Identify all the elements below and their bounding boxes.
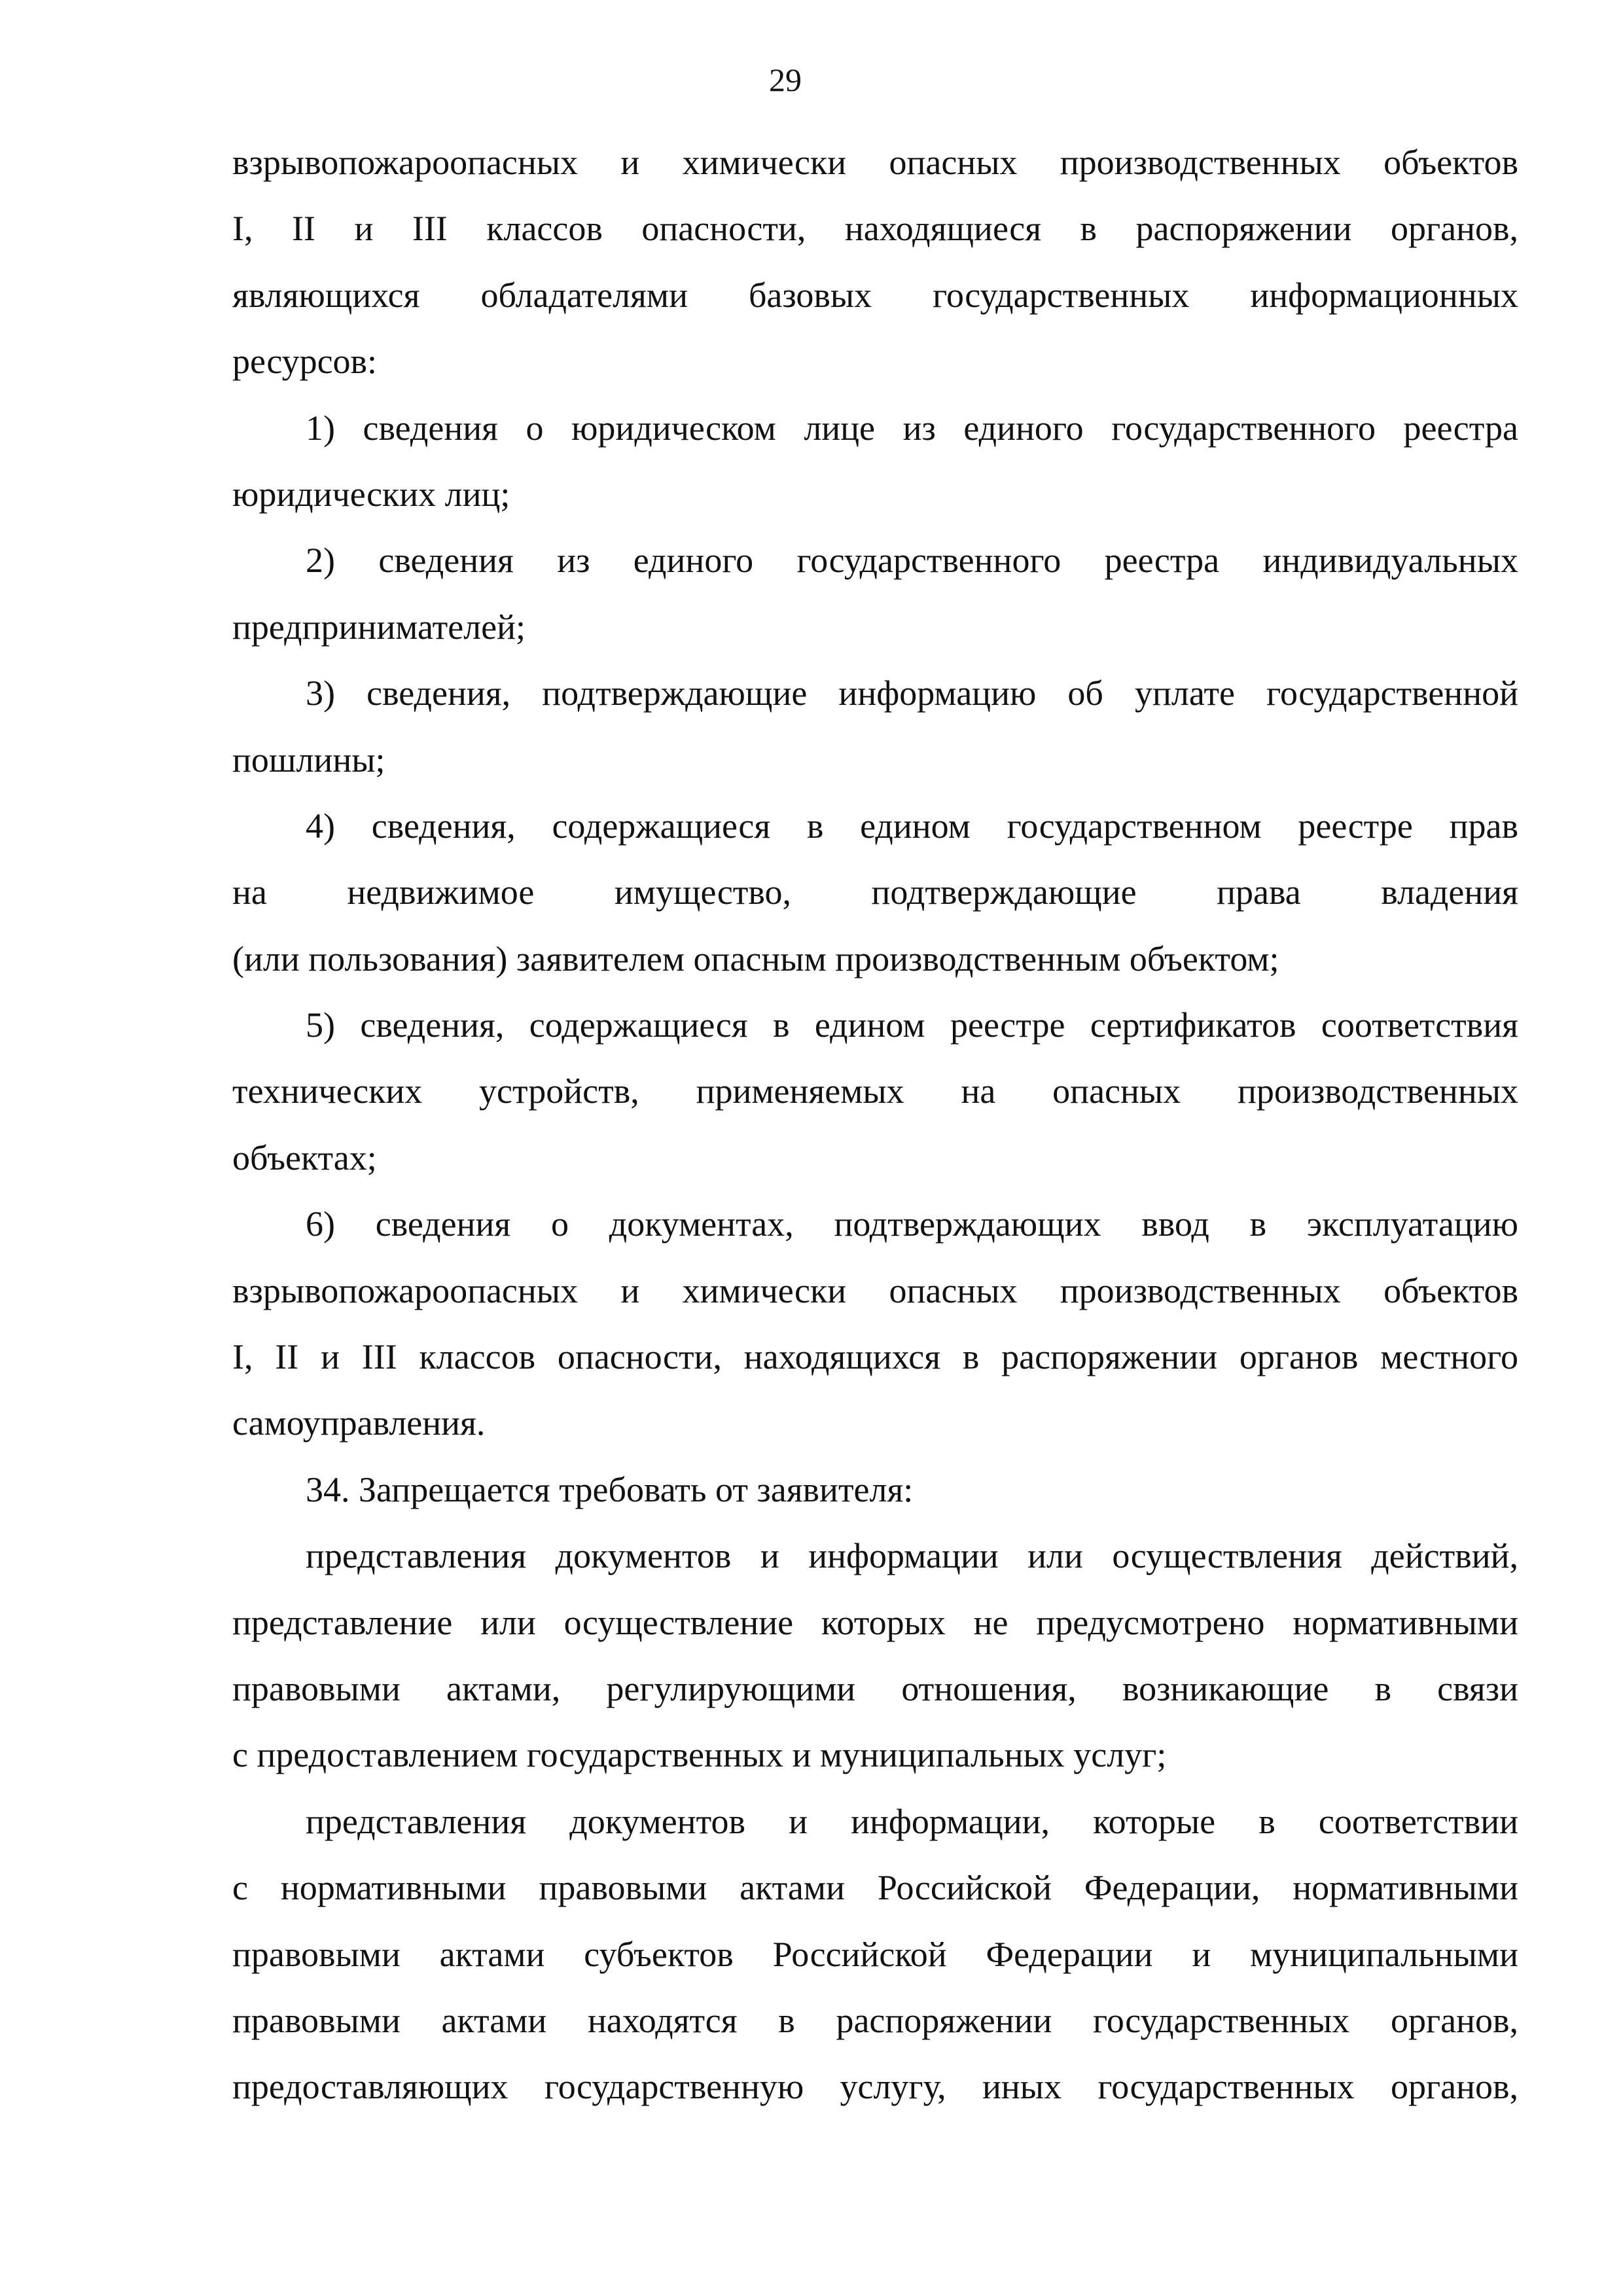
text-line: 34. Запрещается требовать от заявителя: [306, 1469, 914, 1509]
text-line: I, II и III классов опасности, находящихся в распоряжении органов местного [232, 1337, 1518, 1377]
page-number: 29 [769, 62, 802, 98]
text-line: представления документов и информации, которые в соответствии [306, 1801, 1518, 1841]
document-body [232, 130, 1518, 2121]
text-line: с нормативными правовыми актами Российской Федерации, нормативными [232, 1868, 1518, 1908]
text-line: правовыми актами субъектов Российской Федерации и муниципальными [232, 1934, 1518, 1974]
text-line: юридических лиц; [232, 474, 510, 514]
text-line: технических устройств, применяемых на опасных производственных [232, 1071, 1518, 1111]
text-line: правовыми актами, регулирующими отношения, возникающие в связи [232, 1668, 1518, 1708]
text-line: предоставляющих государственную услугу, иных государственных органов, [232, 2067, 1518, 2107]
text-line: 1) сведения о юридическом лице из единого государственного реестра [306, 408, 1518, 448]
text-line: предпринимателей; [232, 607, 526, 647]
text-line: объектах; [232, 1138, 377, 1177]
text-line: на недвижимое имущество, подтверждающие права владения [232, 872, 1518, 912]
text-line: (или пользования) заявителем опасным производственным объектом; [232, 939, 1279, 978]
text-line: взрывопожароопасных и химически опасных производственных объектов [232, 143, 1518, 182]
text-line: 2) сведения из единого государственного реестра индивидуальных [306, 541, 1518, 581]
text-line: взрывопожароопасных и химически опасных производственных объектов [232, 1270, 1518, 1310]
text-line: самоуправления. [232, 1403, 486, 1443]
text-line: являющихся обладателями базовых государственных информационных [232, 275, 1518, 315]
text-line: пошлины; [232, 740, 385, 780]
text-line: 3) сведения, подтверждающие информацию об уплате государственной [306, 673, 1518, 713]
text-line: 4) сведения, содержащиеся в едином государственном реестре прав [306, 806, 1518, 846]
text-line: 5) сведения, содержащиеся в едином реестре сертификатов соответствия [306, 1005, 1518, 1045]
text-line: представление или осуществление которых не предусмотрено нормативными [232, 1602, 1518, 1642]
text-line: с предоставлением государственных и муниципальных услуг; [232, 1735, 1167, 1775]
text-line: 6) сведения о документах, подтверждающих ввод в эксплуатацию [306, 1204, 1518, 1244]
text-line: I, II и III классов опасности, находящиеся в распоряжении органов, [232, 209, 1518, 249]
text-line: ресурсов: [232, 342, 378, 382]
text-line: правовыми актами находятся в распоряжении государственных органов, [232, 2000, 1518, 2040]
text-line: представления документов и информации или осуществления действий, [306, 1536, 1518, 1576]
